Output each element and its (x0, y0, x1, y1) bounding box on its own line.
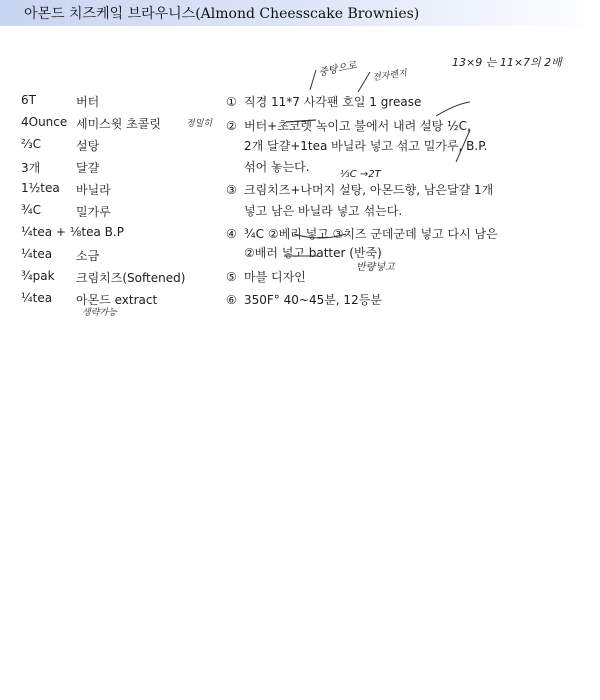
step-line (226, 93, 421, 110)
step-text: 350F° 40~45분, 12등분 (244, 293, 382, 307)
ingredient-qty: ⅔C (21, 137, 42, 151)
title-bar (0, 0, 600, 26)
step-text: ¾C ②베리 넣고 ③치즈 군데군데 넣고 다시 남은 (244, 227, 498, 241)
recipe-scan (0, 26, 600, 326)
ingredient-name: 버터 (76, 95, 100, 109)
ingredient-qty: ¾pak (21, 269, 55, 283)
step-line (226, 291, 382, 308)
ingredient-name: 바닐라 (76, 183, 111, 197)
step-line (226, 181, 493, 198)
step-number: ⑥ (226, 293, 237, 307)
ingredient-name: 설탕 (76, 139, 100, 153)
ingredient-note: 생략가능 (82, 308, 117, 318)
note-jungtang: 중탕으로 (317, 60, 358, 79)
note-pan-size: 13×9 는 11×7의 2배 (452, 56, 562, 69)
arrow-line (436, 102, 470, 116)
ingredient-qty: 4Ounce (21, 115, 68, 129)
step-text: 섞어 놓는다. (244, 160, 310, 174)
step-line (226, 268, 306, 285)
ingredient-name: 소금 (76, 249, 100, 263)
step-text: ②배러 넣고 batter (반죽) (244, 246, 382, 260)
ingredient-qty: ¼tea (21, 247, 53, 261)
ingredient-qty: ¼tea (21, 291, 53, 305)
step-number: ② (226, 119, 237, 133)
ingredient-qty: 1½tea (21, 181, 60, 195)
step-line (244, 202, 402, 219)
step-line (244, 158, 310, 175)
ingredient-name: 세미스윗 초콜릿 (76, 117, 161, 131)
step-number: ① (226, 95, 237, 109)
ingredient-name: 밀가루 (76, 205, 111, 219)
ingredient-name: 크림치즈(Softened) (76, 271, 186, 285)
ingredient-qty: 6T (21, 93, 36, 107)
step-text: 버터+초코렛 녹이고 불에서 내려 설탕 ½C, (244, 119, 471, 133)
step-line (244, 137, 487, 154)
step-line (226, 117, 471, 134)
ingredient-name: 달걀 (76, 161, 100, 175)
arrow-line (358, 72, 370, 92)
step-text: 마블 디자인 (244, 270, 306, 284)
half-note: 반량넣고 (356, 262, 395, 273)
step-number: ⑤ (226, 270, 237, 284)
step-text: 넣고 남은 바닐라 넣고 섞는다. (244, 204, 403, 218)
arrow-line (310, 70, 316, 90)
step-number: ③ (226, 183, 237, 197)
ingredient-qty: ¾C (21, 203, 42, 217)
note-microwave: 전자렌지 (371, 68, 408, 84)
step2-handwritten: ⅓C →2T (340, 169, 381, 180)
page-title: 아몬드 치즈케잌 브라우니스(Almond Cheesscake Brownies) (24, 6, 420, 22)
ingredient-qty: ¼tea + ⅛tea B.P (21, 225, 124, 239)
ingredient-name: 아몬드 extract (76, 293, 158, 307)
ingredient-qty: 3개 (21, 161, 41, 175)
step-text: 직경 11*7 사각팬 호일 1 grease (244, 95, 422, 109)
step-number: ④ (226, 227, 237, 241)
step-text: 2개 달걀+1tea 바닐라 넣고 섞고 밀가루, B.P. (244, 139, 488, 153)
step-text: 크림치즈+나머지 설탕, 아몬드향, 남은달걀 1개 (244, 183, 494, 197)
margin-note: 정밀히 (186, 119, 213, 129)
step-line (226, 225, 498, 242)
